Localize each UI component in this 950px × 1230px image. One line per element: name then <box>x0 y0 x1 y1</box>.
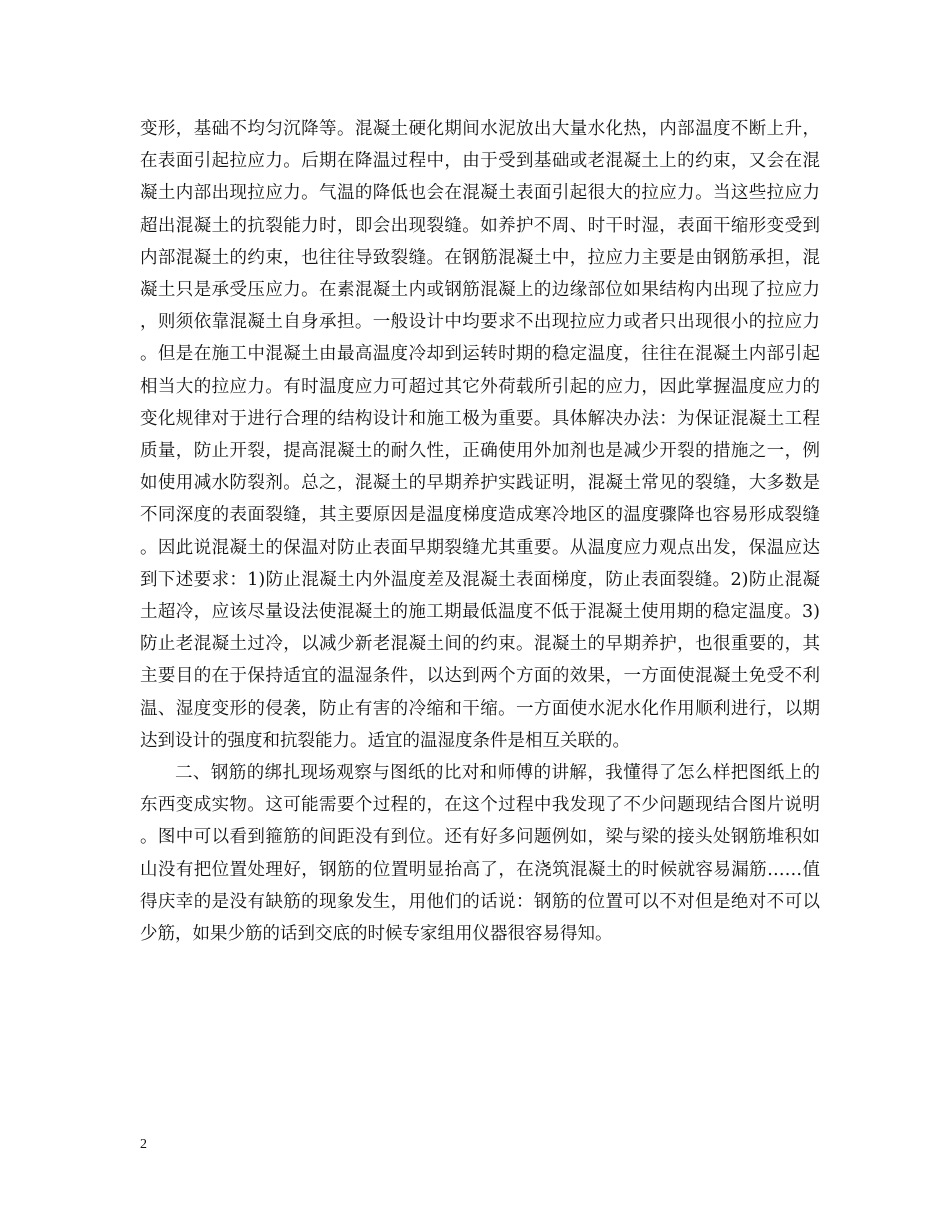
paragraph-2: 二、钢筋的绑扎现场观察与图纸的比对和师傅的讲解，我懂得了怎么样把图纸上的东西变成实物。这可能需要个过程的，在这个过程中我发现了不少问题现结合图片说明。图中可以看到箍筋的间距没有到位。还有好多问题例如，梁与梁的接头处钢筋堆积如山没有把位置处理好，钢筋的位置明显抬高了，在浇筑混凝土的时候就容易漏筋……值得庆幸的是没有缺筋的现象发生，用他们的话说：钢筋的位置可以不对但是绝对不可以少筋，如果少筋的话到交底的时候专家组用仪器很容易得知。 <box>140 763 820 945</box>
document-body <box>140 113 820 950</box>
paragraph-1: 变形，基础不均匀沉降等。混凝土硬化期间水泥放出大量水化热，内部温度不断上升，在表面引起拉应力。后期在降温过程中，由于受到基础或老混凝土上的约束，又会在混凝土内部出现拉应力。气温的降低也会在混凝土表面引起很大的拉应力。当这些拉应力超出混凝土的抗裂能力时，即会出现裂缝。如养护不周、时干时湿，表面干缩形变受到内部混凝土的约束，也往往导致裂缝。在钢筋混凝土中，拉应力主要是由钢筋承担，混凝土只是承受压应力。在素混凝土内或钢筋混凝上的边缘部位如果结构内出现了拉应力，则须依靠混凝土自身承担。一般设计中均要求不出现拉应力或者只出现很小的拉应力。但是在施工中混凝土由最高温度冷却到运转时期的稳定温度，往往在混凝土内部引起相当大的拉应力。有时温度应力可超过其它外荷载所引起的应力，因此掌握温度应力的变化规律对于进行合理的结构设计和施工极为重要。具体解决办法：为保证混凝土工程质量，防止开裂，提高混凝土的耐久性，正确使用外加剂也是减少开裂的措施之一，例如使用减水防裂剂。总之，混凝土的早期养护实践证明，混凝土常见的裂缝，大多数是不同深度的表面裂缝，其主要原因是温度梯度造成寒冷地区的温度骤降也容易形成裂缝。因此说混凝土的保温对防止表面早期裂缝尤其重要。从温度应力观点出发，保温应达到下述要求：1)防止混凝土内外温度差及混凝土表面梯度，防止表面裂缝。2)防止混凝土超冷，应该尽量设法使混凝土的施工期最低温度不低于混凝土使用期的稳定温度。3)防止老混凝土过冷，以减少新老混凝土间的约束。混凝土的早期养护，也很重要的，其主要目的在于保持适宜的温湿条件，以达到两个方面的效果，一方面使混凝土免受不利温、湿度变形的侵袭，防止有害的冷缩和干缩。一方面使水泥水化作用顺利进行，以期达到设计的强度和抗裂能力。适宜的温湿度条件是相互关联的。 <box>140 119 820 751</box>
page-number: 2 <box>140 1137 147 1152</box>
